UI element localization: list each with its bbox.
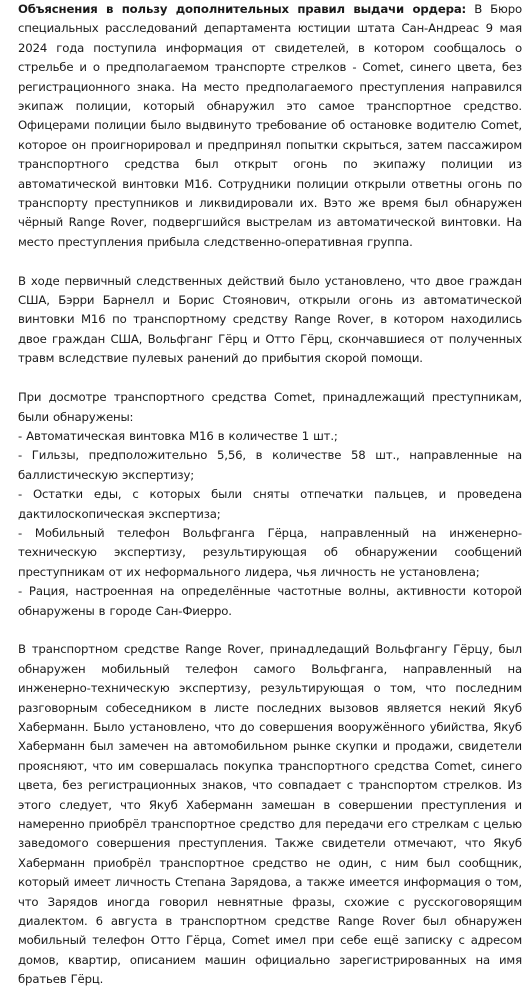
paragraph-gap xyxy=(18,621,522,640)
document-title: Объяснения в пользу дополнительных правил выдачи ордера: xyxy=(18,2,467,16)
list-item: - Рация, настроенная на определённые частотные волны, активности которой обнаружены в городе Сан-Фиерро. xyxy=(18,584,522,618)
paragraph-evidence-intro: При досмотре транспортного средства Comet, принадлежащий преступникам, были обнаружены: xyxy=(18,390,522,424)
paragraph-gap xyxy=(18,252,522,271)
paragraph-range-rover: В транспортном средстве Range Rover, принадледащий Вольфгангу Гёрцу, был обнаружен мобильный телефон самого Вольфганга, направленный на инженерно-техническую экспертизу, результирующая о том, что последним разговорным собеседником в листе последних вызовов является некий Якуб Хаберманн. Было установлено, что до совершения вооружённого убийства, Якуб Хаберманн был замечен на автомобильном рынке скупки и продажи, свидетели проясняют, что им совершалась покупка транспортного средства Comet, синего цвета, без регистрационных знаков, что совпадает с транспортом стрелков. Из этого следует, что Якуб Хаберманн замешан в совершении преступления и намеренно приобрёл транспортное средство для передачи его стрелкам с целью заведомого совершения преступления. Также свидетели отмечают, что Якуб Хаберманн приобрёл транспортное средство не один, с ним был сообщник, который имеет личность Степана Зарядова, а также имеется информация о том, что Зарядов иногда говорил невнятные фразы, схожие с русскоговорящим диалектом. 6 августа в транспортном средстве Range Rover был обнаружен мобильный телефон Отто Гёрца, Comet имел при себе ещё записку с адресом домов, квартир, описанием машин официально зарегистрированных на имя братьев Гёрц. xyxy=(18,642,522,987)
list-item: - Мобильный телефон Вольфганга Гёрца, направленный на инженерно-техническую экспертизу, результирующая об обнаружении сообщений преступникам от их неформального лидера, чья личность не установлена; xyxy=(18,525,522,579)
list-item: - Автоматическая винтовка М16 в количестве 1 шт.; xyxy=(18,428,338,443)
list-item: - Гильзы, предположительно 5,56, в количестве 58 шт., направленные на баллистическую экспертизу; xyxy=(18,448,522,482)
paragraph-intro xyxy=(18,0,522,252)
paragraph-investigation: В ходе первичный следственных действий было установлено, что двое граждан США, Бэрри Барнелл и Борис Стоянович, открыли огонь из автоматической винтовки М16 по транспортному средству Range Rover, в котором находились двое граждан США, Вольфганг Гёрц и Отто Гёрц, скончавшиеся от полученных травм вследствие пулевых ранений до прибытия скорой помощи. xyxy=(18,273,522,366)
list-item: - Остатки еды, с которых были сняты отпечатки пальцев, и проведена дактилоскопическая экспертиза; xyxy=(18,487,522,521)
paragraph-text: В Бюро специальных расследований департамента юстиции штата Сан-Андреас 9 мая 2024 года поступила информация от свидетелей, в котором сообщалось о стрельбе и о предполагаемом транспорте стрелков - Comet, синего цвета, без регистрационного знака. На место предполагаемого преступления направился экипаж полиции, который обнаружил это самое транспортное средство. Офицерами полиции было выдвинуто требование об остановке водителю Comet, которое он проигнорировал и предпринял попытки скрыться, затем пассажиром транспортного средства был открыт огонь по экипажу полиции из автоматической винтовки М16. Сотрудники полиции открыли ответны огонь по транспорту преступников и ликвидировали их. Вэто же время был обнаружен чёрный Range Rover, подвергшийся выстрелам из автоматической винтовки. На место преступления прибыла следственно-оперативная группа. xyxy=(18,2,522,249)
paragraph-gap xyxy=(18,369,522,388)
